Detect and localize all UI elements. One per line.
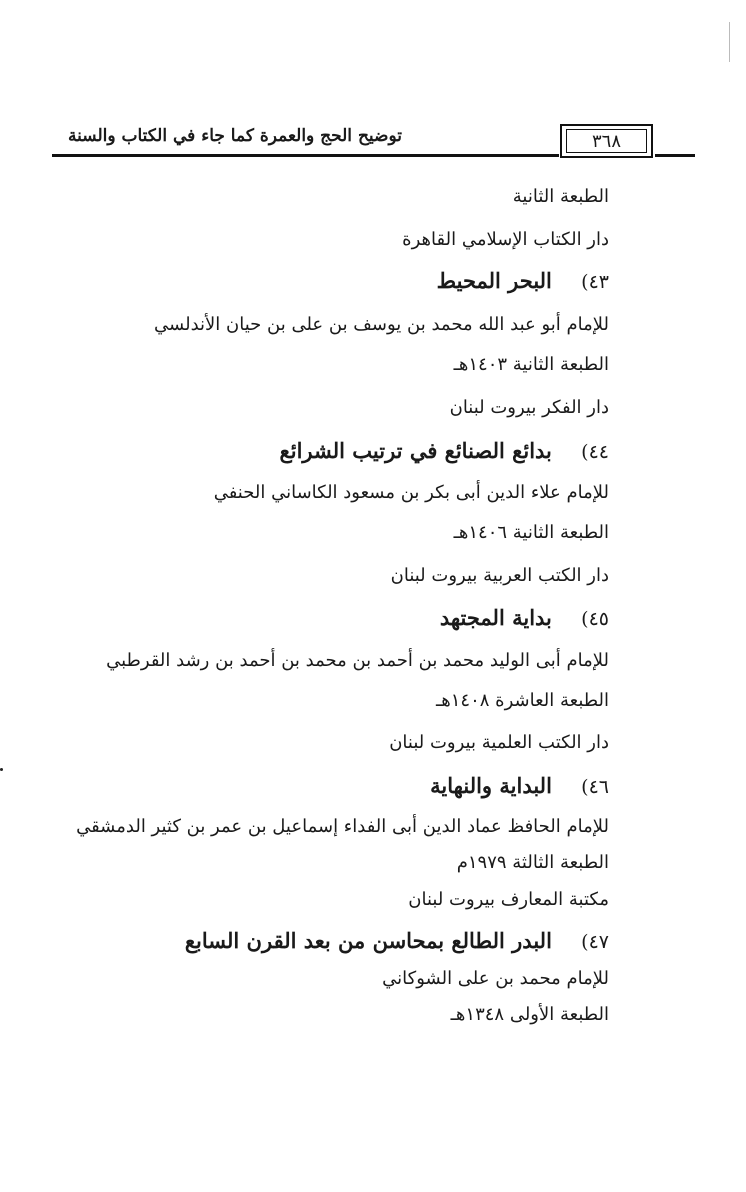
- entry-number: ٤٥): [581, 608, 609, 630]
- entry-title: البدر الطالع بمحاسن من بعد القرن السابع: [184, 928, 552, 953]
- publisher-line: دار الفكر بيروت لبنان: [449, 397, 609, 418]
- entry-heading: [440, 607, 609, 629]
- edition-line: الطبعة الأولى ١٣٤٨هـ: [450, 1004, 609, 1025]
- edition-line: الطبعة الثانية ١٤٠٦هـ: [453, 522, 609, 543]
- edition-line: الطبعة العاشرة ١٤٠٨هـ: [436, 690, 609, 711]
- entry-title: البداية والنهاية: [430, 773, 552, 798]
- binding-edge-line: [729, 22, 730, 62]
- author-line: للإمام الحافظ عماد الدين أبى الفداء إسماعيل بن عمر بن كثير الدمشقي: [76, 816, 609, 837]
- author-line: للإمام علاء الدين أبى بكر بن مسعود الكاساني الحنفي: [213, 482, 609, 503]
- author-line: للإمام أبى الوليد محمد بن أحمد بن محمد بن أحمد بن رشد القرطبي: [106, 650, 609, 671]
- running-header: [52, 116, 695, 170]
- entry-heading: [185, 930, 609, 952]
- publisher-line: مكتبة المعارف بيروت لبنان: [408, 889, 609, 910]
- edition-line: الطبعة الثانية ١٤٠٣هـ: [453, 354, 609, 375]
- entry-number: ٤٤): [581, 441, 609, 463]
- entry-number: ٤٧): [581, 931, 609, 953]
- edge-mark: [0, 768, 3, 771]
- edition-line: الطبعة الثانية: [512, 186, 609, 207]
- header-rule-left: [52, 154, 559, 157]
- entry-heading: [280, 440, 609, 462]
- page-number-box: [560, 124, 653, 158]
- entry-heading: [430, 775, 609, 797]
- book-title: توضيح الحج والعمرة كما جاء في الكتاب والسنة: [68, 126, 402, 146]
- publisher-line: دار الكتب العربية بيروت لبنان: [390, 565, 609, 586]
- entry-number: ٤٣): [581, 271, 609, 293]
- header-rule-right: [655, 154, 695, 157]
- author-line: للإمام أبو عبد الله محمد بن يوسف بن على بن حيان الأندلسي: [154, 314, 609, 335]
- publisher-line: دار الكتب العلمية بيروت لبنان: [389, 732, 609, 753]
- edition-line: الطبعة الثالثة ١٩٧٩م: [456, 852, 609, 873]
- publisher-line: دار الكتاب الإسلامي القاهرة: [402, 229, 609, 250]
- entry-title: بدائع الصنائع في ترتيب الشرائع: [279, 438, 552, 463]
- entry-number: ٤٦): [581, 776, 609, 798]
- entry-heading: [437, 270, 609, 292]
- page-number: ٣٦٨: [591, 130, 621, 152]
- author-line: للإمام محمد بن على الشوكاني: [382, 968, 609, 989]
- entry-title: البحر المحيط: [436, 268, 552, 293]
- entry-title: بداية المجتهد: [439, 605, 552, 630]
